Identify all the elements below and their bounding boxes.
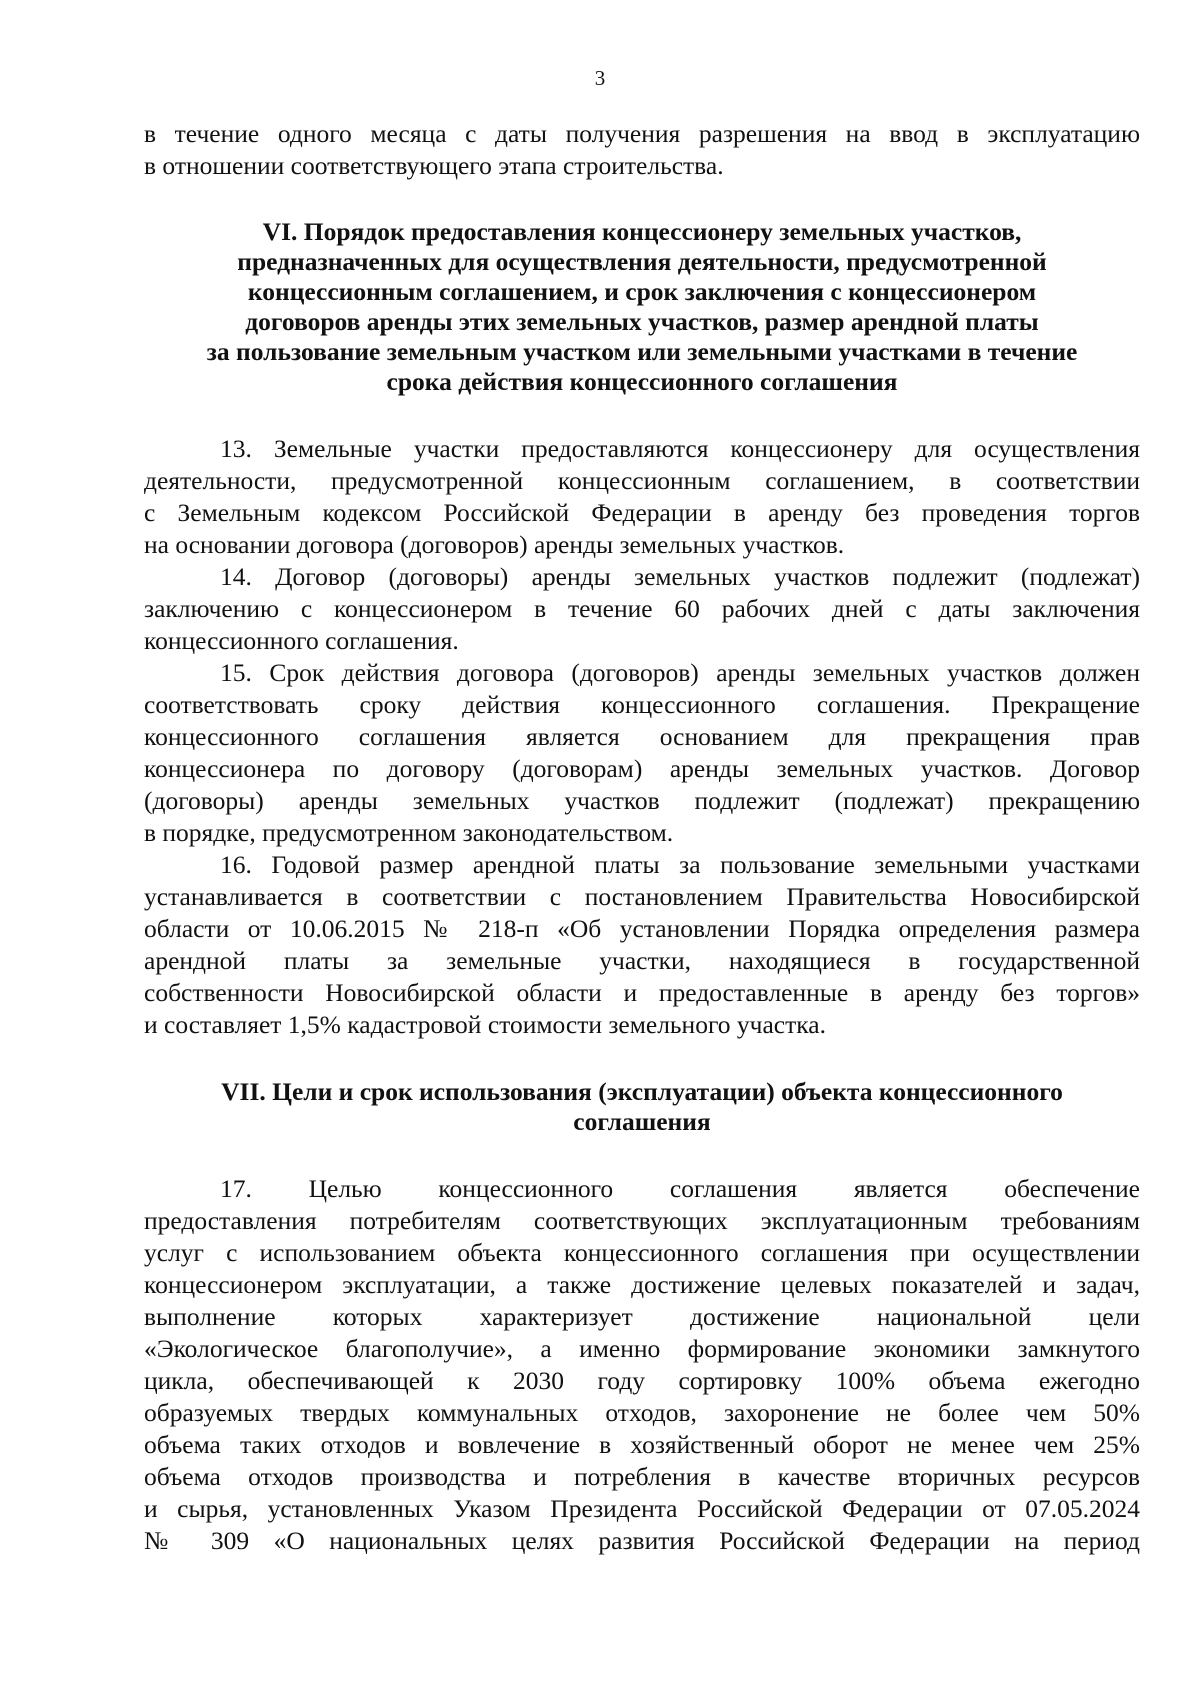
text-line: 14. Договор (договоры) аренды земельных участков подлежит (подлежат) (220, 562, 1140, 591)
heading-line: за пользование земельным участком или земельными участками в течение (206, 337, 1078, 366)
text-line: в течение одного месяца с даты получения разрешения на ввод в эксплуатацию (144, 119, 1140, 148)
text-line: концессионера по договору (договорам) аренды земельных участков. Договор (144, 754, 1140, 783)
text-line: и сырья, установленных Указом Президента Российской Федерации от 07.05.2024 (144, 1494, 1140, 1523)
text-line: предоставления потребителям соответствующих эксплуатационным требованиям (144, 1206, 1140, 1235)
text-line: выполнение которых характеризует достижение национальной цели (144, 1302, 1140, 1331)
paragraph-17 (144, 1173, 1140, 1557)
text-line: соответствовать сроку действия концессионного соглашения. Прекращение (144, 690, 1140, 719)
heading-line: VII. Цели и срок использования (эксплуатации) объекта концессионного (221, 1077, 1063, 1106)
text-line: области от 10.06.2015 № 218-п «Об установлении Порядка определения размера (144, 914, 1140, 943)
text-line: арендной платы за земельные участки, находящиеся в государственной (144, 946, 1140, 975)
text-line: собственности Новосибирской области и предоставленные в аренду без торгов» (144, 978, 1140, 1007)
text-line: образуемых твердых коммунальных отходов, захоронение не более чем 50% (144, 1398, 1140, 1427)
section-6-heading (144, 217, 1140, 397)
heading-line: концессионным соглашением, и срок заключения с концессионером (247, 277, 1037, 306)
paragraph-13 (144, 433, 1140, 561)
paragraph-14 (144, 561, 1140, 657)
text-line: 13. Земельные участки предоставляются концессионеру для осуществления (220, 434, 1140, 463)
text-line: № 309 «О национальных целях развития Российской Федерации на период (144, 1526, 1140, 1555)
heading-line: предназначенных для осуществления деятельности, предусмотренной (237, 247, 1047, 276)
text-line: объема отходов производства и потребления в качестве вторичных ресурсов (144, 1462, 1140, 1491)
text-line: заключению с концессионером в течение 60 рабочих дней с даты заключения (144, 594, 1140, 623)
paragraph-15 (144, 657, 1140, 849)
document-body (144, 118, 1140, 1557)
text-line: (договоры) аренды земельных участков подлежит (подлежат) прекращению (144, 786, 1140, 815)
text-line: услуг с использованием объекта концессионного соглашения при осуществлении (144, 1238, 1140, 1267)
text-line: «Экологическое благополучие», а именно формирование экономики замкнутого (144, 1334, 1140, 1363)
heading-line: VI. Порядок предоставления концессионеру земельных участков, (262, 217, 1022, 246)
heading-line: срока действия концессионного соглашения (386, 367, 898, 396)
text-line: 15. Срок действия договора (договоров) аренды земельных участков должен (220, 658, 1140, 687)
text-line: с Земельным кодексом Российской Федерации в аренду без проведения торгов (144, 498, 1140, 527)
section-7-heading (144, 1077, 1140, 1137)
heading-line: соглашения (573, 1107, 711, 1136)
text-line: цикла, обеспечивающей к 2030 году сортировку 100% объема ежегодно (144, 1366, 1140, 1395)
text-line: и составляет 1,5% кадастровой стоимости земельного участка. (144, 1010, 826, 1039)
text-line: объема таких отходов и вовлечение в хозяйственный оборот не менее чем 25% (144, 1430, 1140, 1459)
paragraph-16 (144, 849, 1140, 1041)
text-line: 16. Годовой размер арендной платы за пользование земельными участками (220, 850, 1140, 879)
text-line: 17. Целью концессионного соглашения является обеспечение (220, 1174, 1140, 1203)
text-line: в порядке, предусмотренном законодательством. (144, 818, 674, 847)
text-line: концессионного соглашения является основанием для прекращения прав (144, 722, 1140, 751)
text-line: концессионного соглашения. (144, 626, 459, 655)
text-line: в отношении соответствующего этапа строительства. (144, 151, 724, 180)
text-line: концессионером эксплуатации, а также достижение целевых показателей и задач, (144, 1270, 1140, 1299)
text-line: на основании договора (договоров) аренды земельных участков. (144, 530, 845, 559)
page-number: 3 (594, 66, 606, 90)
intro-paragraph (144, 118, 1140, 182)
heading-line: договоров аренды этих земельных участков, размер арендной платы (245, 307, 1039, 336)
text-line: устанавливается в соответствии с постановлением Правительства Новосибирской (144, 882, 1140, 911)
text-line: деятельности, предусмотренной концессионным соглашением, в соответствии (144, 466, 1140, 495)
